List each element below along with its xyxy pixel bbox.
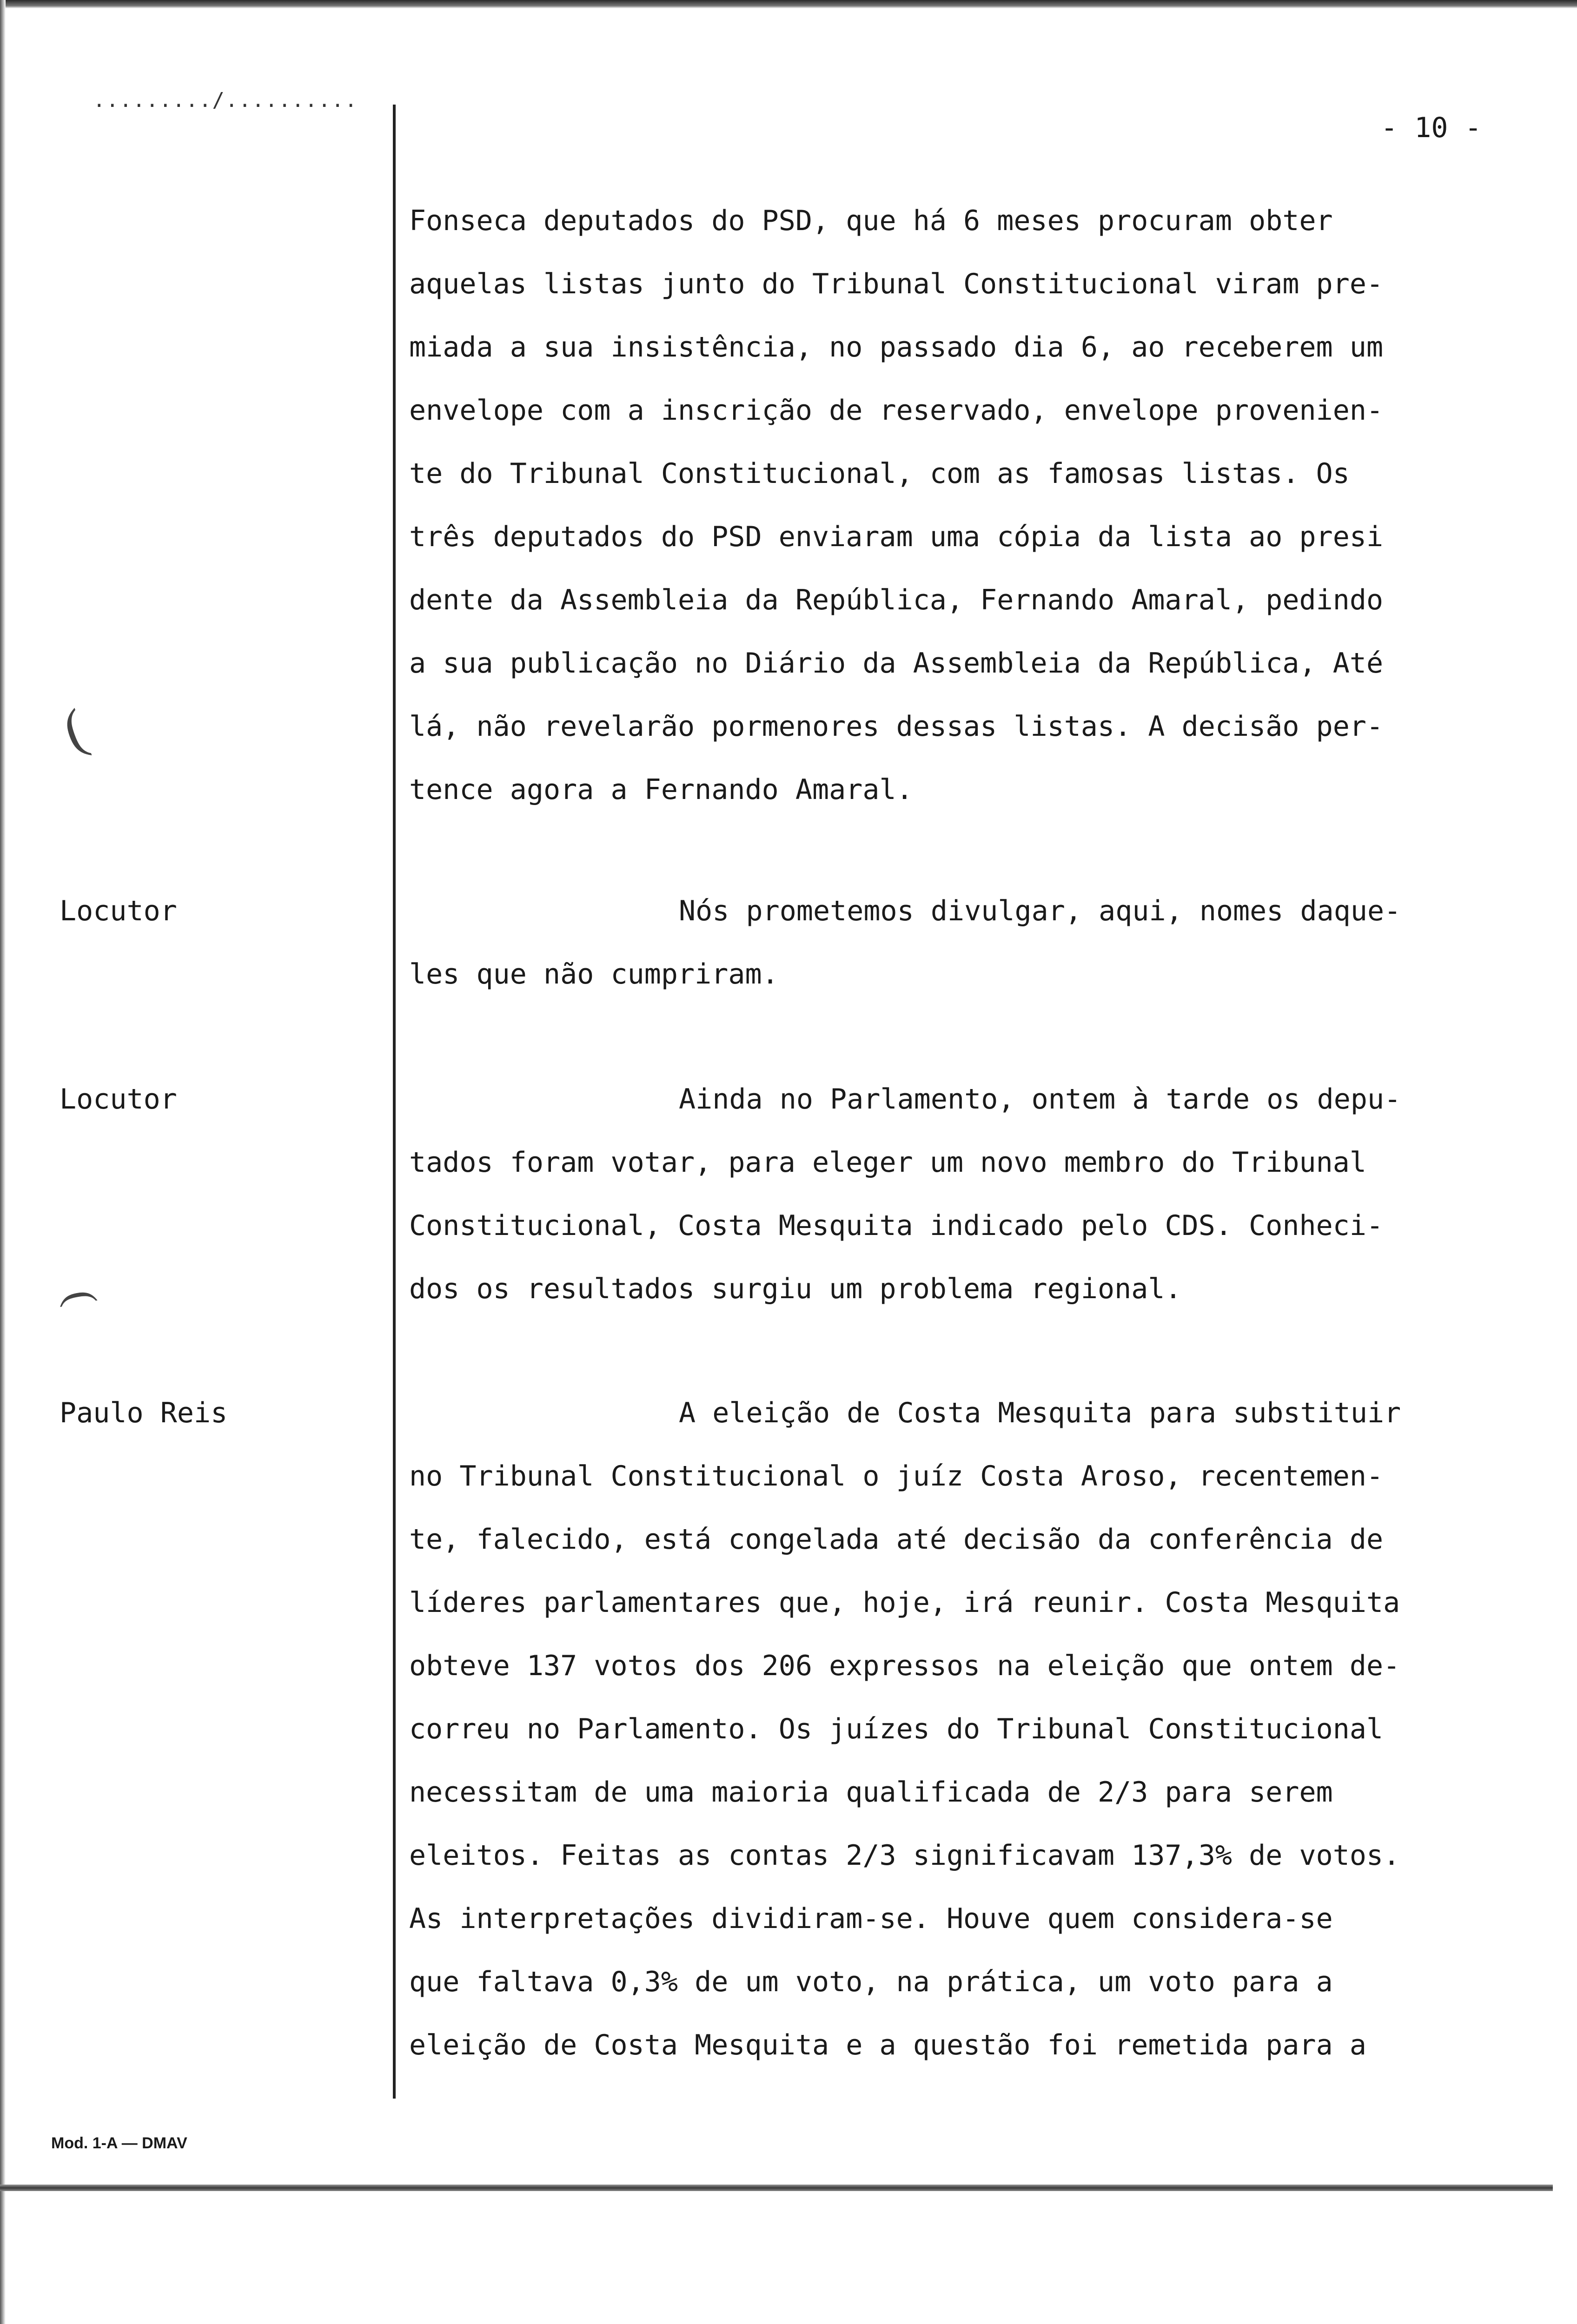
body-line: te do Tribunal Constitucional, com as famosas listas. Os (409, 457, 1350, 490)
body-line: necessitam de uma maioria qualificada de 2/3 para serem (409, 1776, 1333, 1809)
body-line: lá, não revelarão pormenores dessas listas. A decisão per- (409, 710, 1384, 743)
body-line: dente da Assembleia da República, Fernando Amaral, pedindo (409, 584, 1384, 616)
body-line: les que não cumpriram. (409, 958, 779, 990)
margin-mark-icon: ( (57, 1287, 106, 1308)
body-line: miada a sua insistência, no passado dia 6, ao receberem um (409, 331, 1384, 363)
page-number: - 10 - (1381, 112, 1482, 144)
body-line: líderes parlamentares que, hoje, irá reunir. Costa Mesquita (409, 1586, 1400, 1619)
body-line: três deputados do PSD enviaram uma cópia da lista ao presi (409, 521, 1384, 553)
body-line: A eleição de Costa Mesquita para substituir (679, 1397, 1401, 1429)
speaker-label: Paulo Reis (60, 1397, 228, 1429)
body-line: correu no Parlamento. Os juízes do Tribunal Constitucional (409, 1713, 1384, 1745)
page-top-border (0, 0, 1577, 8)
body-line: As interpretações dividiram-se. Houve quem considera-se (409, 1902, 1333, 1935)
form-label: Mod. 1-A — DMAV (51, 2134, 187, 2152)
body-line: dos os resultados surgiu um problema regional. (409, 1273, 1182, 1305)
body-line: Fonseca deputados do PSD, que há 6 meses procuram obter (409, 205, 1333, 237)
body-line: Ainda no Parlamento, ontem à tarde os depu- (679, 1083, 1401, 1116)
body-line: tence agora a Fernando Amaral. (409, 773, 913, 806)
page-reference-mark: ........./.......... (93, 88, 358, 112)
body-line: a sua publicação no Diário da Assembleia da República, Até (409, 647, 1384, 680)
body-line: tados foram votar, para eleger um novo membro do Tribunal (409, 1146, 1367, 1179)
body-line: Constitucional, Costa Mesquita indicado pelo CDS. Conheci- (409, 1209, 1384, 1242)
body-line: eleitos. Feitas as contas 2/3 significavam 137,3% de votos. (409, 1839, 1400, 1872)
speaker-label: Locutor (60, 1083, 177, 1116)
margin-mark-icon: ( (55, 697, 94, 761)
body-line: no Tribunal Constitucional o juíz Costa Aroso, recentemen- (409, 1460, 1384, 1492)
sheet-bottom-edge (0, 2185, 1553, 2191)
body-line: Nós prometemos divulgar, aqui, nomes daque- (679, 895, 1401, 927)
body-line: eleição de Costa Mesquita e a questão foi remetida para a (409, 2029, 1367, 2061)
body-line: aquelas listas junto do Tribunal Constitucional viram pre- (409, 268, 1384, 300)
body-line: obteve 137 votos dos 206 expressos na eleição que ontem de- (409, 1650, 1400, 1682)
speaker-label: Locutor (60, 895, 177, 927)
body-line: envelope com a inscrição de reservado, envelope provenien- (409, 394, 1384, 427)
margin-rule (393, 105, 396, 2099)
body-line: que faltava 0,3% de um voto, na prática, um voto para a (409, 1966, 1333, 1998)
page-left-edge (0, 0, 6, 2324)
body-line: te, falecido, está congelada até decisão da conferência de (409, 1523, 1384, 1556)
